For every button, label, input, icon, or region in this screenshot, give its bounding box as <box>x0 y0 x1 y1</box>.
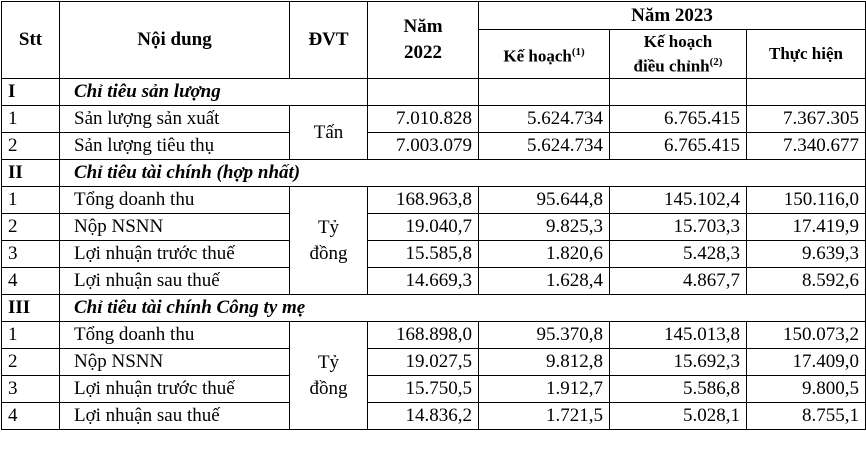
value-plan: 1.628,4 <box>479 268 610 295</box>
value-actual: 9.639,3 <box>747 241 866 268</box>
header-row-1 <box>2 2 866 30</box>
row-stt: 1 <box>2 106 60 133</box>
row-name: Nộp NSNN <box>60 349 290 376</box>
row-name: Sản lượng sản xuất <box>60 106 290 133</box>
row-name: Lợi nhuận sau thuế <box>60 268 290 295</box>
header-year-2022-line1: Năm <box>403 16 443 37</box>
value-adjusted: 5.586,8 <box>610 376 747 403</box>
header-content: Nội dung <box>60 2 290 79</box>
row-stt: 2 <box>2 133 60 160</box>
value-2022: 14.669,3 <box>368 268 479 295</box>
value-2022: 168.963,8 <box>368 187 479 214</box>
table-row <box>2 349 866 376</box>
table-row <box>2 214 866 241</box>
value-plan: 9.825,3 <box>479 214 610 241</box>
header-plan-label: Kế hoạch <box>503 46 572 66</box>
value-plan: 95.370,8 <box>479 322 610 349</box>
empty-cell <box>747 79 866 106</box>
row-name: Lợi nhuận trước thuế <box>60 241 290 268</box>
row-stt: 1 <box>2 322 60 349</box>
table-row <box>2 106 866 133</box>
value-plan: 5.624.734 <box>479 106 610 133</box>
value-actual: 7.367.305 <box>747 106 866 133</box>
value-adjusted: 5.428,3 <box>610 241 747 268</box>
row-stt: 2 <box>2 214 60 241</box>
section-roman: I <box>2 79 60 106</box>
value-adjusted: 6.765.415 <box>610 106 747 133</box>
value-plan: 1.721,5 <box>479 403 610 430</box>
header-unit: ĐVT <box>290 2 368 79</box>
table-row <box>2 268 866 295</box>
header-stt: Stt <box>2 2 60 79</box>
unit-line2: đồng <box>309 242 348 264</box>
section-title: Chỉ tiêu tài chính (hợp nhất) <box>60 160 866 187</box>
value-adjusted: 15.703,3 <box>610 214 747 241</box>
value-actual: 9.800,5 <box>747 376 866 403</box>
row-name: Tổng doanh thu <box>60 187 290 214</box>
header-adjusted-plan <box>610 30 747 79</box>
header-year-2022 <box>368 2 479 79</box>
value-adjusted: 5.028,1 <box>610 403 747 430</box>
value-adjusted: 15.692,3 <box>610 349 747 376</box>
row-stt: 4 <box>2 268 60 295</box>
value-actual: 8.755,1 <box>747 403 866 430</box>
table-row <box>2 133 866 160</box>
table-row <box>2 403 866 430</box>
table-row <box>2 322 866 349</box>
value-2022: 7.003.079 <box>368 133 479 160</box>
value-2022: 168.898,0 <box>368 322 479 349</box>
row-name: Nộp NSNN <box>60 214 290 241</box>
table-row <box>2 241 866 268</box>
value-2022: 14.836,2 <box>368 403 479 430</box>
row-stt: 1 <box>2 187 60 214</box>
row-name: Lợi nhuận sau thuế <box>60 403 290 430</box>
value-adjusted: 4.867,7 <box>610 268 747 295</box>
value-adjusted: 145.013,8 <box>610 322 747 349</box>
value-2022: 15.585,8 <box>368 241 479 268</box>
unit-line1: Tỷ <box>317 216 340 238</box>
empty-cell <box>610 79 747 106</box>
production-finance-table <box>1 1 866 430</box>
value-adjusted: 145.102,4 <box>610 187 747 214</box>
value-2022: 19.027,5 <box>368 349 479 376</box>
unit-cell <box>290 187 368 295</box>
section-row <box>2 79 866 106</box>
row-stt: 3 <box>2 376 60 403</box>
value-plan: 5.624.734 <box>479 133 610 160</box>
header-plan <box>479 30 610 79</box>
value-2022: 19.040,7 <box>368 214 479 241</box>
value-actual: 17.409,0 <box>747 349 866 376</box>
value-actual: 7.340.677 <box>747 133 866 160</box>
value-adjusted: 6.765.415 <box>610 133 747 160</box>
unit-cell <box>290 322 368 430</box>
value-actual: 150.116,0 <box>747 187 866 214</box>
section-roman: II <box>2 160 60 187</box>
header-plan-footnote: (1) <box>571 45 585 58</box>
empty-cell <box>479 79 610 106</box>
table-row <box>2 187 866 214</box>
row-name: Sản lượng tiêu thụ <box>60 133 290 160</box>
section-title: Chỉ tiêu sản lượng <box>60 79 368 106</box>
value-actual: 8.592,6 <box>747 268 866 295</box>
unit-line2: đồng <box>309 377 348 399</box>
header-year-2022-line2: 2022 <box>404 42 442 63</box>
value-actual: 150.073,2 <box>747 322 866 349</box>
value-actual: 17.419,9 <box>747 214 866 241</box>
value-plan: 9.812,8 <box>479 349 610 376</box>
empty-cell <box>368 79 479 106</box>
unit-line1: Tỷ <box>317 351 340 373</box>
row-name: Lợi nhuận trước thuế <box>60 376 290 403</box>
section-title: Chỉ tiêu tài chính Công ty mẹ <box>60 295 866 322</box>
section-row <box>2 295 866 322</box>
value-plan: 1.912,7 <box>479 376 610 403</box>
header-adjusted-footnote: (2) <box>709 55 723 68</box>
header-year-2023: Năm 2023 <box>479 2 866 30</box>
value-2022: 15.750,5 <box>368 376 479 403</box>
section-row <box>2 160 866 187</box>
row-name: Tổng doanh thu <box>60 322 290 349</box>
header-adjusted-line2: điều chỉnh <box>633 56 710 76</box>
row-stt: 2 <box>2 349 60 376</box>
value-2022: 7.010.828 <box>368 106 479 133</box>
value-plan: 1.820,6 <box>479 241 610 268</box>
table-row <box>2 376 866 403</box>
header-actual: Thực hiện <box>747 30 866 79</box>
row-stt: 3 <box>2 241 60 268</box>
header-adjusted-line1: Kế hoạch <box>643 31 713 51</box>
value-plan: 95.644,8 <box>479 187 610 214</box>
unit-cell: Tấn <box>290 106 368 160</box>
section-roman: III <box>2 295 60 322</box>
row-stt: 4 <box>2 403 60 430</box>
